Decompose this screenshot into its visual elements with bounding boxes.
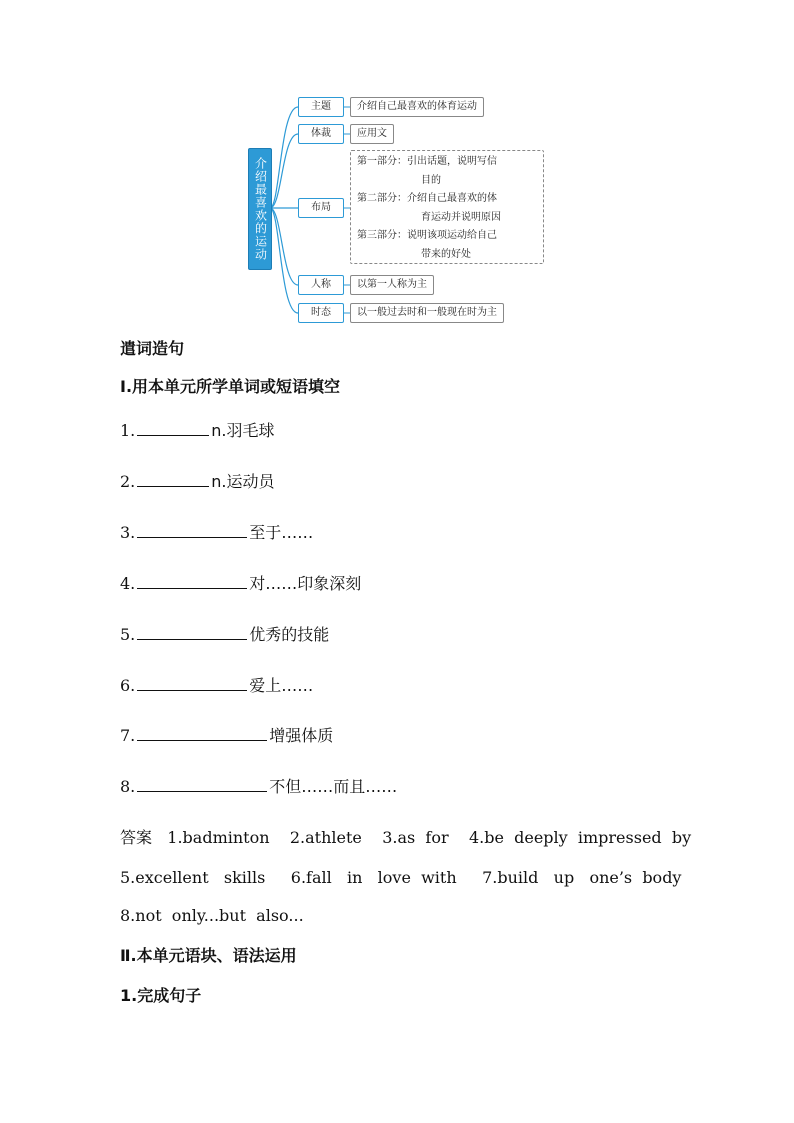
item-hint: 增强体质 xyxy=(269,726,334,745)
item-hint: 爱上…… xyxy=(249,676,314,695)
part2-title: Ⅱ.本单元语块、语法运用 xyxy=(120,946,297,965)
branch-label-theme: 主题 xyxy=(298,97,344,117)
branch-value-person: 以第一人称为主 xyxy=(350,275,434,295)
mind-map xyxy=(240,88,560,328)
fill-item-8 xyxy=(120,774,397,797)
answer-blank[interactable] xyxy=(137,676,247,691)
item-hint: n.羽毛球 xyxy=(211,421,275,440)
item-hint: 对……印象深刻 xyxy=(249,574,362,593)
item-hint: 优秀的技能 xyxy=(249,625,330,644)
answer-line-2: 5.excellent skills 6.fall in love with 7.build up one’s body xyxy=(120,868,682,887)
answer-blank[interactable] xyxy=(137,574,247,589)
item-number: 2. xyxy=(120,472,136,491)
item-hint: n.运动员 xyxy=(211,472,275,491)
item-number: 4. xyxy=(120,574,136,593)
fill-item-7 xyxy=(120,723,333,746)
item-number: 3. xyxy=(120,523,136,542)
answer-text: 1.badminton 2.athlete 3.as for 4.be deeply impressed by xyxy=(152,828,692,847)
fill-item-5 xyxy=(120,622,329,645)
layout-line: 第一部分：引出话题，说明写信 xyxy=(357,156,497,167)
branch-label-layout: 布局 xyxy=(298,198,344,218)
branch-label-person: 人称 xyxy=(298,275,344,295)
answer-label: 答案 xyxy=(120,828,153,847)
layout-line: 带来的好处 xyxy=(421,248,471,260)
item-hint: 不但……而且…… xyxy=(269,777,398,796)
answer-blank[interactable] xyxy=(137,777,267,792)
answer-blank[interactable] xyxy=(137,625,247,640)
branch-value-tense: 以一般过去时和一般现在时为主 xyxy=(350,303,504,323)
part1-title: Ⅰ.用本单元所学单词或短语填空 xyxy=(120,377,341,396)
layout-line: 第三部分：说明该项运动给自己 xyxy=(357,230,497,241)
branch-value-genre: 应用文 xyxy=(350,124,394,144)
fill-item-4 xyxy=(120,571,361,594)
branch-label-tense: 时态 xyxy=(298,303,344,323)
section-title: 遣词造句 xyxy=(120,339,185,358)
item-number: 8. xyxy=(120,777,136,796)
branch-label-genre: 体裁 xyxy=(298,124,344,144)
item-hint: 至于…… xyxy=(249,523,314,542)
item-number: 5. xyxy=(120,625,136,644)
fill-item-6 xyxy=(120,673,313,696)
branch-value-theme: 介绍自己最喜欢的体育运动 xyxy=(350,97,484,117)
part2-subtitle: 1.完成句子 xyxy=(120,986,202,1005)
fill-item-3 xyxy=(120,520,313,543)
answer-blank[interactable] xyxy=(137,472,209,487)
item-number: 7. xyxy=(120,726,136,745)
answer-blank[interactable] xyxy=(137,726,267,741)
answer-line-1 xyxy=(120,825,691,848)
fill-item-2 xyxy=(120,469,275,492)
mind-map-center: 介绍最喜欢的运动 xyxy=(248,148,272,270)
item-number: 6. xyxy=(120,676,136,695)
answer-blank[interactable] xyxy=(137,421,209,436)
fill-item-1 xyxy=(120,418,275,441)
item-number: 1. xyxy=(120,421,136,440)
layout-line: 育运动并说明原因 xyxy=(421,211,501,223)
layout-line: 第二部分：介绍自己最喜欢的体 xyxy=(357,193,497,204)
answer-blank[interactable] xyxy=(137,523,247,538)
layout-line: 目的 xyxy=(421,174,441,186)
answer-line-3: 8.not only...but also... xyxy=(120,906,304,925)
branch-value-layout xyxy=(350,150,544,264)
